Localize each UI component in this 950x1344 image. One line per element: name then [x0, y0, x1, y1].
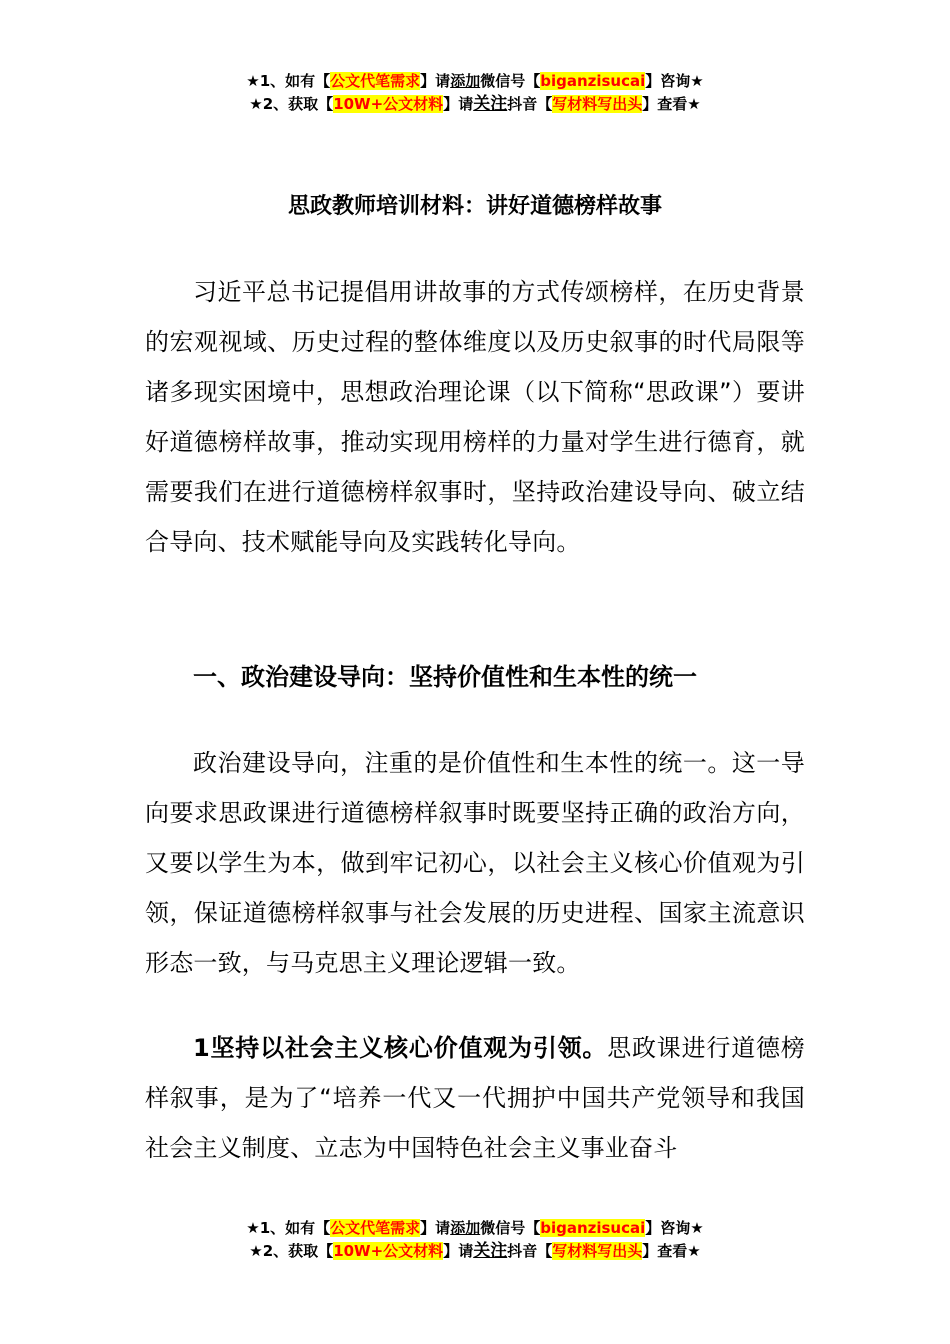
highlight-materials: 10W+公文材料: [333, 1242, 444, 1260]
banner-text: 微信号【: [480, 72, 541, 90]
highlight-douyin-account: 写材料写出头: [552, 95, 643, 113]
emphasis-follow: 关注: [473, 1241, 508, 1261]
banner-text: 抖音【: [507, 95, 553, 113]
banner-line-2: [0, 93, 950, 116]
banner-text: ★1、如有【: [246, 72, 331, 90]
document-title: 思政教师培训材料：讲好道德榜样故事: [287, 194, 662, 219]
banner-text: 】咨询★: [645, 1219, 704, 1237]
banner-text: 微信号【: [480, 1219, 541, 1237]
banner-text: 】查看★: [642, 1242, 701, 1260]
highlight-wechat-id: biganzisucai: [540, 1219, 646, 1237]
emphasis-follow: 关注: [473, 94, 508, 114]
banner-line-1: [0, 1217, 950, 1240]
highlight-service: 公文代笔需求: [330, 72, 421, 90]
footer-banner: [0, 1217, 950, 1263]
emphasis-add: 添加: [450, 72, 481, 90]
section-1-paragraph: 政治建设导向，注重的是价值性和生本性的统一。这一导向要求思政课进行道德榜样叙事时既要坚持正确的政治方向，又要以学生为本，做到牢记初心，以社会主义核心价值观为引领，保证道德榜样叙事与社会发展的历史进程、国家主流意识形态一致，与马克思主义理论逻辑一致。: [145, 749, 805, 977]
section-heading-1: 一、政治建设导向：坚持价值性和生本性的统一: [193, 663, 697, 691]
subsection-1-body: 思政课进行道德榜样叙事，是为了“培养一代又一代拥护中国共产党领导和我国社会主义制度、立志为中国特色社会主义事业奋斗: [145, 1034, 805, 1162]
banner-text: 】请: [420, 1219, 451, 1237]
banner-text: ★2、获取【: [249, 95, 334, 113]
banner-text: 】请: [443, 1242, 474, 1260]
banner-line-1: [0, 70, 950, 93]
banner-text: 】请: [420, 72, 451, 90]
intro-paragraph: 习近平总书记提倡用讲故事的方式传颂榜样，在历史背景的宏观视域、历史过程的整体维度以及历史叙事的时代局限等诸多现实困境中，思想政治理论课（以下简称“思政课”）要讲好道德榜样故事，推动实现用榜样的力量对学生进行德育，就需要我们在进行道德榜样叙事时，坚持政治建设导向、破立结合导向、技术赋能导向及实践转化导向。: [145, 278, 805, 556]
banner-text: 】查看★: [642, 95, 701, 113]
highlight-service: 公文代笔需求: [330, 1219, 421, 1237]
banner-text: 】咨询★: [645, 72, 704, 90]
banner-text: ★2、获取【: [249, 1242, 334, 1260]
highlight-materials: 10W+公文材料: [333, 95, 444, 113]
header-banner: [0, 70, 950, 116]
subsection-1-paragraph: [145, 1023, 805, 1173]
highlight-douyin-account: 写材料写出头: [552, 1242, 643, 1260]
highlight-wechat-id: biganzisucai: [540, 72, 646, 90]
banner-text: 】请: [443, 95, 474, 113]
subsection-1-lead: 1坚持以社会主义核心价值观为引领。: [193, 1034, 608, 1062]
banner-line-2: [0, 1240, 950, 1263]
emphasis-add: 添加: [450, 1219, 481, 1237]
banner-text: 抖音【: [507, 1242, 553, 1260]
banner-text: ★1、如有【: [246, 1219, 331, 1237]
